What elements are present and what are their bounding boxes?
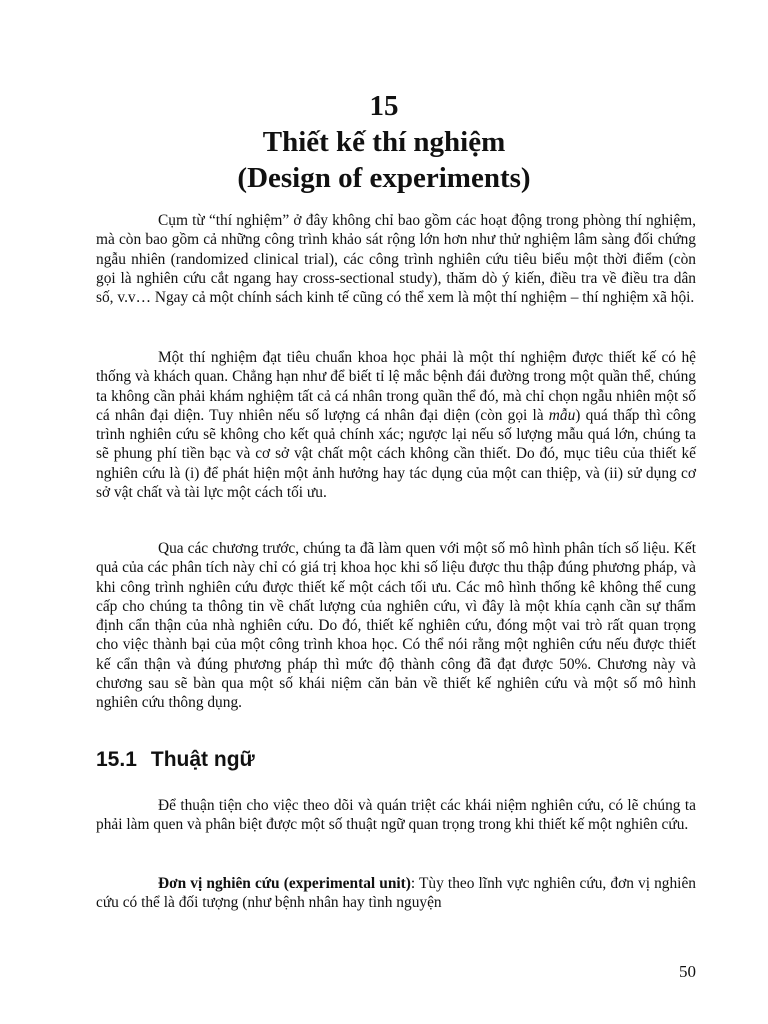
paragraph-text: Một thí nghiệm đạt tiêu chuẩn khoa học phải là một thí nghiệm được thiết kế có hệ thống và khách quan. Chẳng hạn như để biết tỉ lệ mắc bệnh đái đường trong một quần thể, chúng ta không cần phải khám nghiệm tất cả cá nhân trong quần thể đó, mà chỉ chọn ngẫu nhiên một số cá nhân đại diện. Tuy nhiên nếu số lượng cá nhân đại diện (còn gọi là [96,349,696,424]
paragraph-scientific-experiment [96,348,696,502]
paragraph-previous-chapters: Qua các chương trước, chúng ta đã làm quen với một số mô hình phân tích số liệu. Kết quả của các phân tích này chỉ có giá trị khoa học khi số liệu được thu thập đúng phương pháp, và khi công trình nghiên cứu được thiết kế một cách tối ưu. Các mô hình thống kê không thể cung cấp cho chúng ta thông tin về chất lượng của nghiên cứu, vì đây là một khía cạnh cần sự thẩm định cẩn thận của nhà nghiên cứu. Do đó, thiết kế nghiên cứu, đóng một vai trò rất quan trọng cho việc thành bại của một công trình khoa học. Có thể nói rằng một nghiên cứu nếu được thiết kế cẩn thận và đúng phương pháp thì mức độ thành công đã đạt được 50%. Chương này và chương sau sẽ bàn qua một số khái niệm căn bản về thiết kế nghiên cứu và một số mô hình nghiên cứu thông dụng. [96,540,696,712]
paragraph-text: ) quá thấp thì công trình nghiên cứu sẽ không cho kết quả chính xác; ngược lại nếu số lượng mẫu quá lớn, chúng ta sẽ phung phí tiền bạc và cơ sở vật chất một cách không cần thiết. Do đó, mục tiêu của thiết kế nghiên cứu là (i) để phát hiện một ảnh hưởng hay tác dụng của một can thiệp, và (ii) sử dụng cơ sở vật chất và tài lực một cách tối ưu. [96,406,696,502]
chapter-title-english: (Design of experiments) [237,162,531,194]
paragraph-text: : Tùy theo lĩnh vực nghiên cứu, đơn vị nghiên cứu có thể là đối tượng (như bệnh nhân hay tình nguyện [96,875,696,912]
chapter-number: 15 [369,90,399,122]
page-number: 50 [679,962,696,981]
italic-term-sample: mẫu [548,406,576,424]
defined-term: Đơn vị nghiên cứu (experimental unit) [158,875,411,892]
section-title: Thuật ngữ [150,748,255,771]
paragraph-terminology-intro: Để thuận tiện cho việc theo dõi và quán triệt các khái niệm nghiên cứu, có lẽ chúng ta phải làm quen và phân biệt được một số thuật ngữ quan trọng trong khi thiết kế một nghiên cứu. [96,797,696,834]
paragraph-intro: Cụm từ “thí nghiệm” ở đây không chỉ bao gồm các hoạt động trong phòng thí nghiệm, mà còn bao gồm cả những công trình khảo sát rộng lớn hơn như thử nghiệm lâm sàng đối chứng ngẫu nhiên (randomized clinical trial), các công trình nghiên cứu tiêu biểu một thời điểm (còn gọi là nghiên cứu cắt ngang hay cross-sectional study), thăm dò ý kiến, điều tra về điều tra dân số, v.v… Ngay cả một chính sách kinh tế cũng có thể xem là một thí nghiệm – thí nghiệm xã hội. [96,212,696,307]
paragraph-experimental-unit [96,874,696,913]
section-heading [96,748,255,772]
chapter-title-vietnamese: Thiết kế thí nghiệm [262,126,506,158]
section-number: 15.1 [96,748,137,771]
